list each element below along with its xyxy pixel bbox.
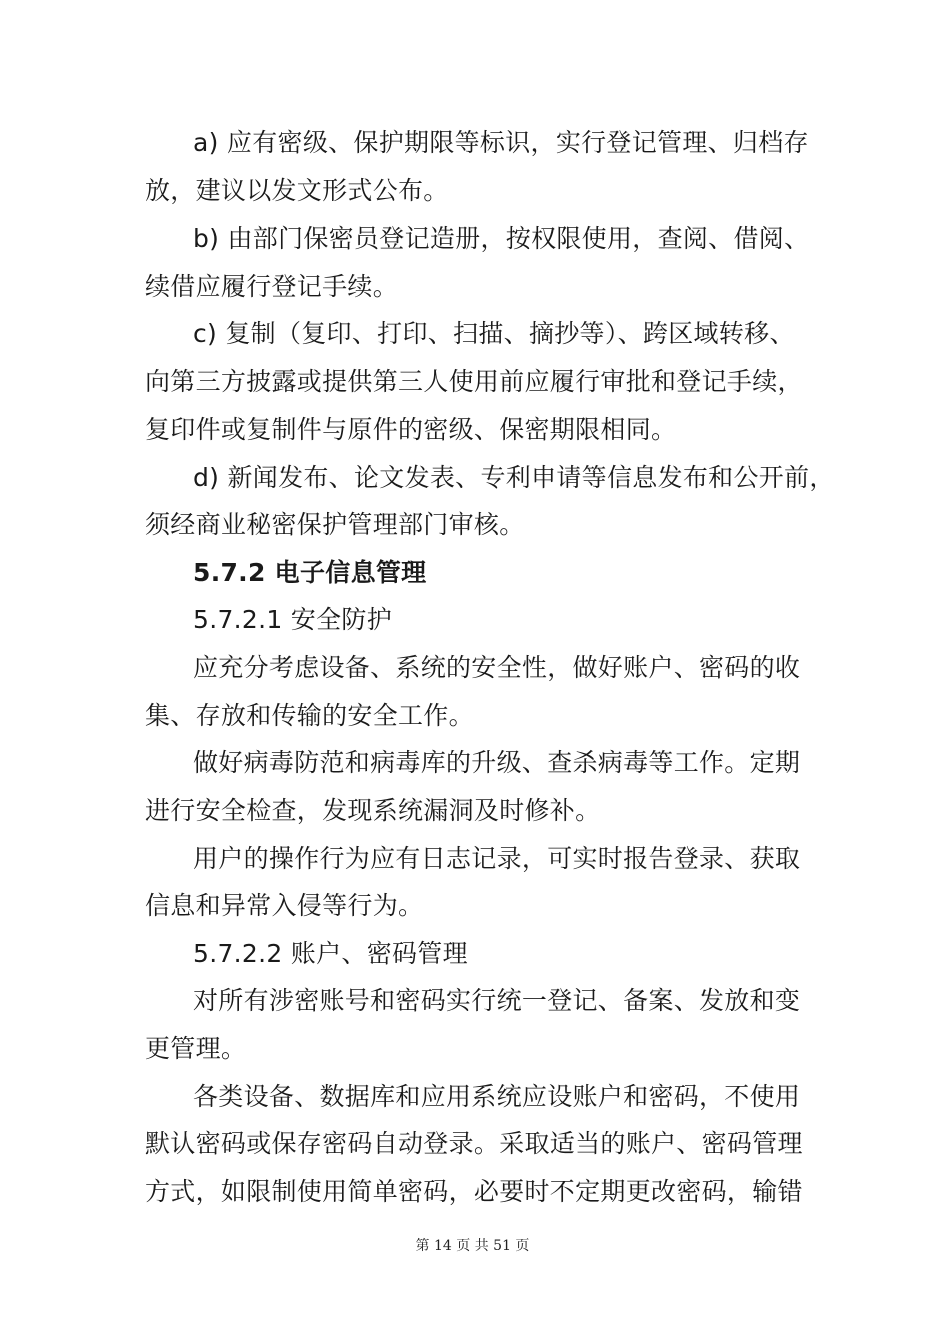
account-paragraph-2-line-2: 默认密码或保存密码自动登录。采取适当的账户、密码管理 (145, 1129, 803, 1158)
account-paragraph-1-line-2: 更管理。 (145, 1034, 247, 1063)
paragraph-d-line-2: 须经商业秘密保护管理部门审核。 (145, 510, 525, 539)
security-paragraph-1-line-2: 集、存放和传输的安全工作。 (145, 701, 474, 730)
subsection-heading-5-7-2-2: 5.7.2.2 账户、密码管理 (193, 939, 468, 968)
page-footer: 第 14 页 共 51 页 (415, 1238, 530, 1254)
account-paragraph-2-line-3: 方式，如限制使用简单密码，必要时不定期更改密码，输错 (145, 1177, 803, 1206)
account-paragraph-1-line-1: 对所有涉密账号和密码实行统一登记、备案、发放和变 (193, 986, 801, 1015)
security-paragraph-2-line-2: 进行安全检查，发现系统漏洞及时修补。 (145, 796, 601, 825)
paragraph-d-line-1: d) 新闻发布、论文发表、专利申请等信息发布和公开前， (193, 463, 835, 492)
section-heading-5-7-2: 5.7.2 电子信息管理 (193, 558, 427, 587)
paragraph-b-line-2: 续借应履行登记手续。 (145, 272, 399, 301)
paragraph-c-line-1: c) 复制（复印、打印、扫描、摘抄等）、跨区域转移、 (193, 319, 795, 348)
paragraph-b-line-1: b) 由部门保密员登记造册，按权限使用，查阅、借阅、 (193, 224, 810, 253)
paragraph-a-line-2: 放，建议以发文形式公布。 (145, 176, 449, 205)
security-paragraph-3-line-1: 用户的操作行为应有日志记录，可实时报告登录、获取 (193, 844, 801, 873)
security-paragraph-1-line-1: 应充分考虑设备、系统的安全性，做好账户、密码的收 (193, 653, 801, 682)
paragraph-a-line-1: a) 应有密级、保护期限等标识，实行登记管理、归档存 (193, 128, 809, 157)
paragraph-c-line-3: 复印件或复制件与原件的密级、保密期限相同。 (145, 415, 677, 444)
security-paragraph-2-line-1: 做好病毒防范和病毒库的升级、查杀病毒等工作。定期 (193, 748, 801, 777)
account-paragraph-2-line-1: 各类设备、数据库和应用系统应设账户和密码，不使用 (193, 1082, 801, 1111)
security-paragraph-3-line-2: 信息和异常入侵等行为。 (145, 891, 424, 920)
subsection-heading-5-7-2-1: 5.7.2.1 安全防护 (193, 605, 393, 634)
paragraph-c-line-2: 向第三方披露或提供第三人使用前应履行审批和登记手续， (145, 367, 803, 396)
